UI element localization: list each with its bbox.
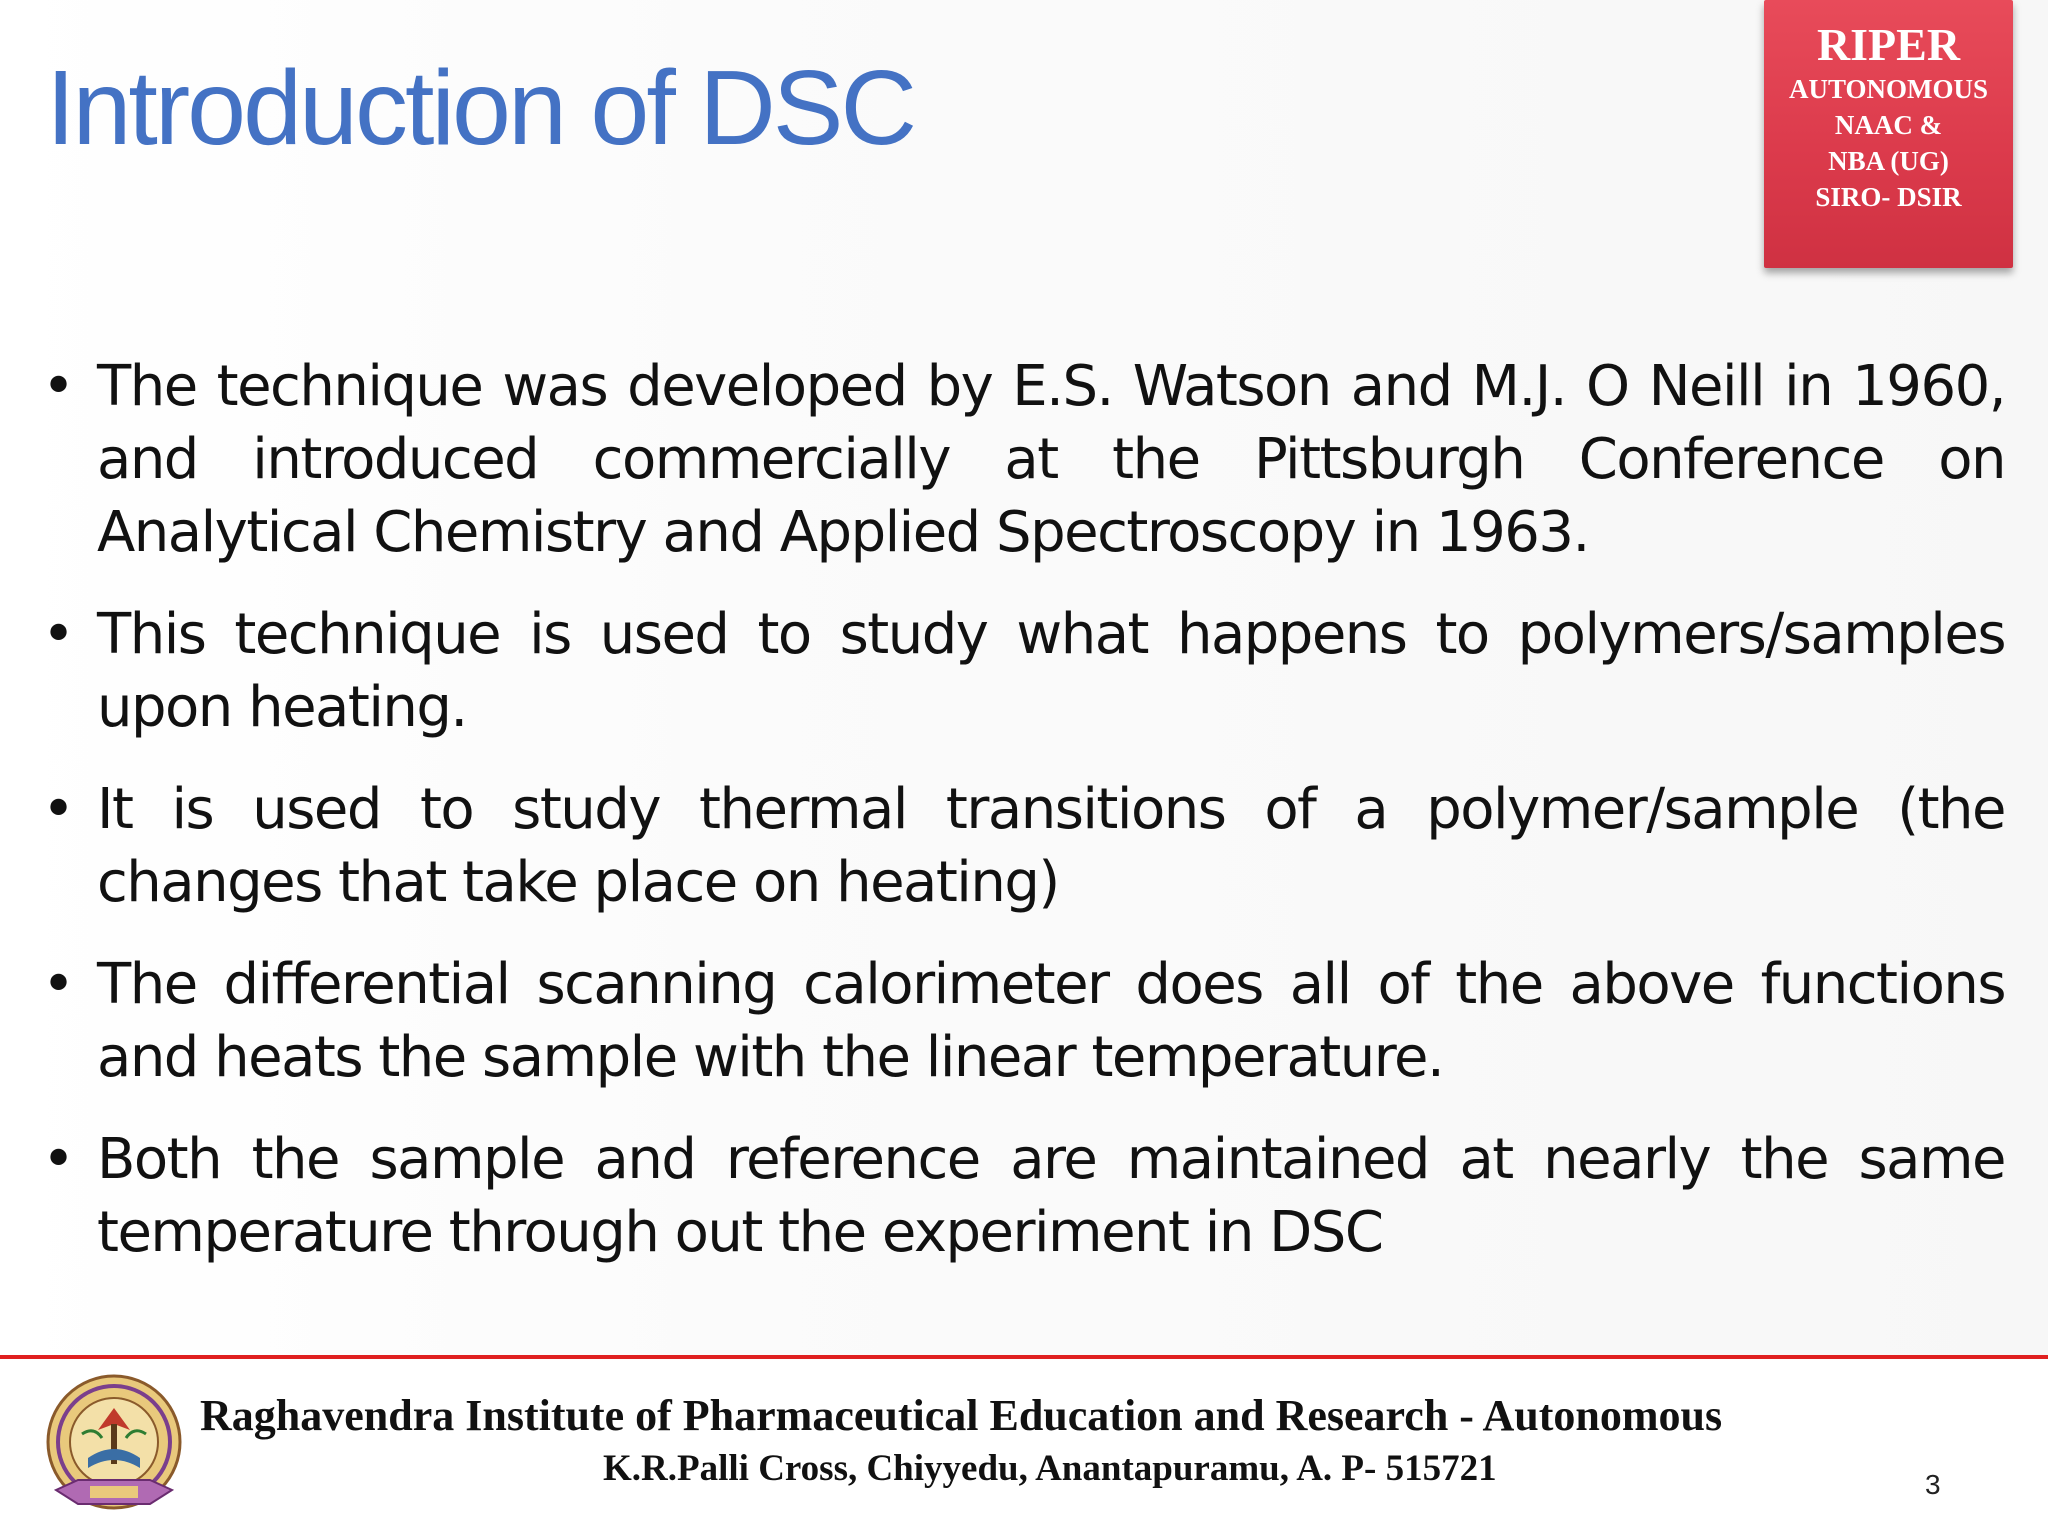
badge-line-naac: NAAC &: [1834, 109, 1943, 140]
riper-badge: [1764, 0, 2013, 268]
bullet-dot-icon: •: [42, 952, 74, 1017]
bullet-item: [42, 948, 2005, 1094]
bullet-list: [42, 350, 2005, 1298]
badge-line-autonomous: AUTONOMOUS: [1788, 73, 1989, 104]
page-number: 3: [1925, 1469, 1941, 1500]
bullet-item: [42, 773, 2005, 919]
slide-title: Introduction of DSC: [46, 49, 915, 167]
badge-line-siro: SIRO- DSIR: [1815, 181, 1962, 212]
bullet-text: The technique was developed by E.S. Watson and M.J. O Neill in 1960, and introduced commercially at the Pittsburgh Conference on Analytical Chemistry and Applied Spectroscopy in 1963.: [97, 354, 2005, 565]
institution-name: Raghavendra Institute of Pharmaceutical Education and Research - Autonomous: [200, 1391, 1723, 1440]
bullet-item: [42, 1123, 2005, 1269]
bullet-text: The differential scanning calorimeter does all of the above functions and heats the sample with the linear temperature.: [97, 952, 2005, 1090]
bullet-text: Both the sample and reference are maintained at nearly the same temperature through out the experiment in DSC: [97, 1127, 2005, 1265]
bullet-dot-icon: •: [42, 354, 74, 419]
institution-address: K.R.Palli Cross, Chiyyedu, Anantapuramu, A. P- 515721: [603, 1448, 1497, 1489]
bullet-text: It is used to study thermal transitions of a polymer/sample (the changes that take place on heating): [97, 777, 2005, 915]
badge-line-nba: NBA (UG): [1828, 145, 1949, 176]
bullet-dot-icon: •: [42, 602, 74, 667]
bullet-item: [42, 598, 2005, 744]
bullet-text: This technique is used to study what happens to polymers/samples upon heating.: [97, 602, 2005, 740]
bullet-item: [42, 350, 2005, 569]
badge-name: RIPER: [1816, 19, 1961, 70]
bullet-dot-icon: •: [42, 777, 74, 842]
institution-emblem-icon: [38, 1370, 190, 1522]
bullet-dot-icon: •: [42, 1127, 74, 1192]
